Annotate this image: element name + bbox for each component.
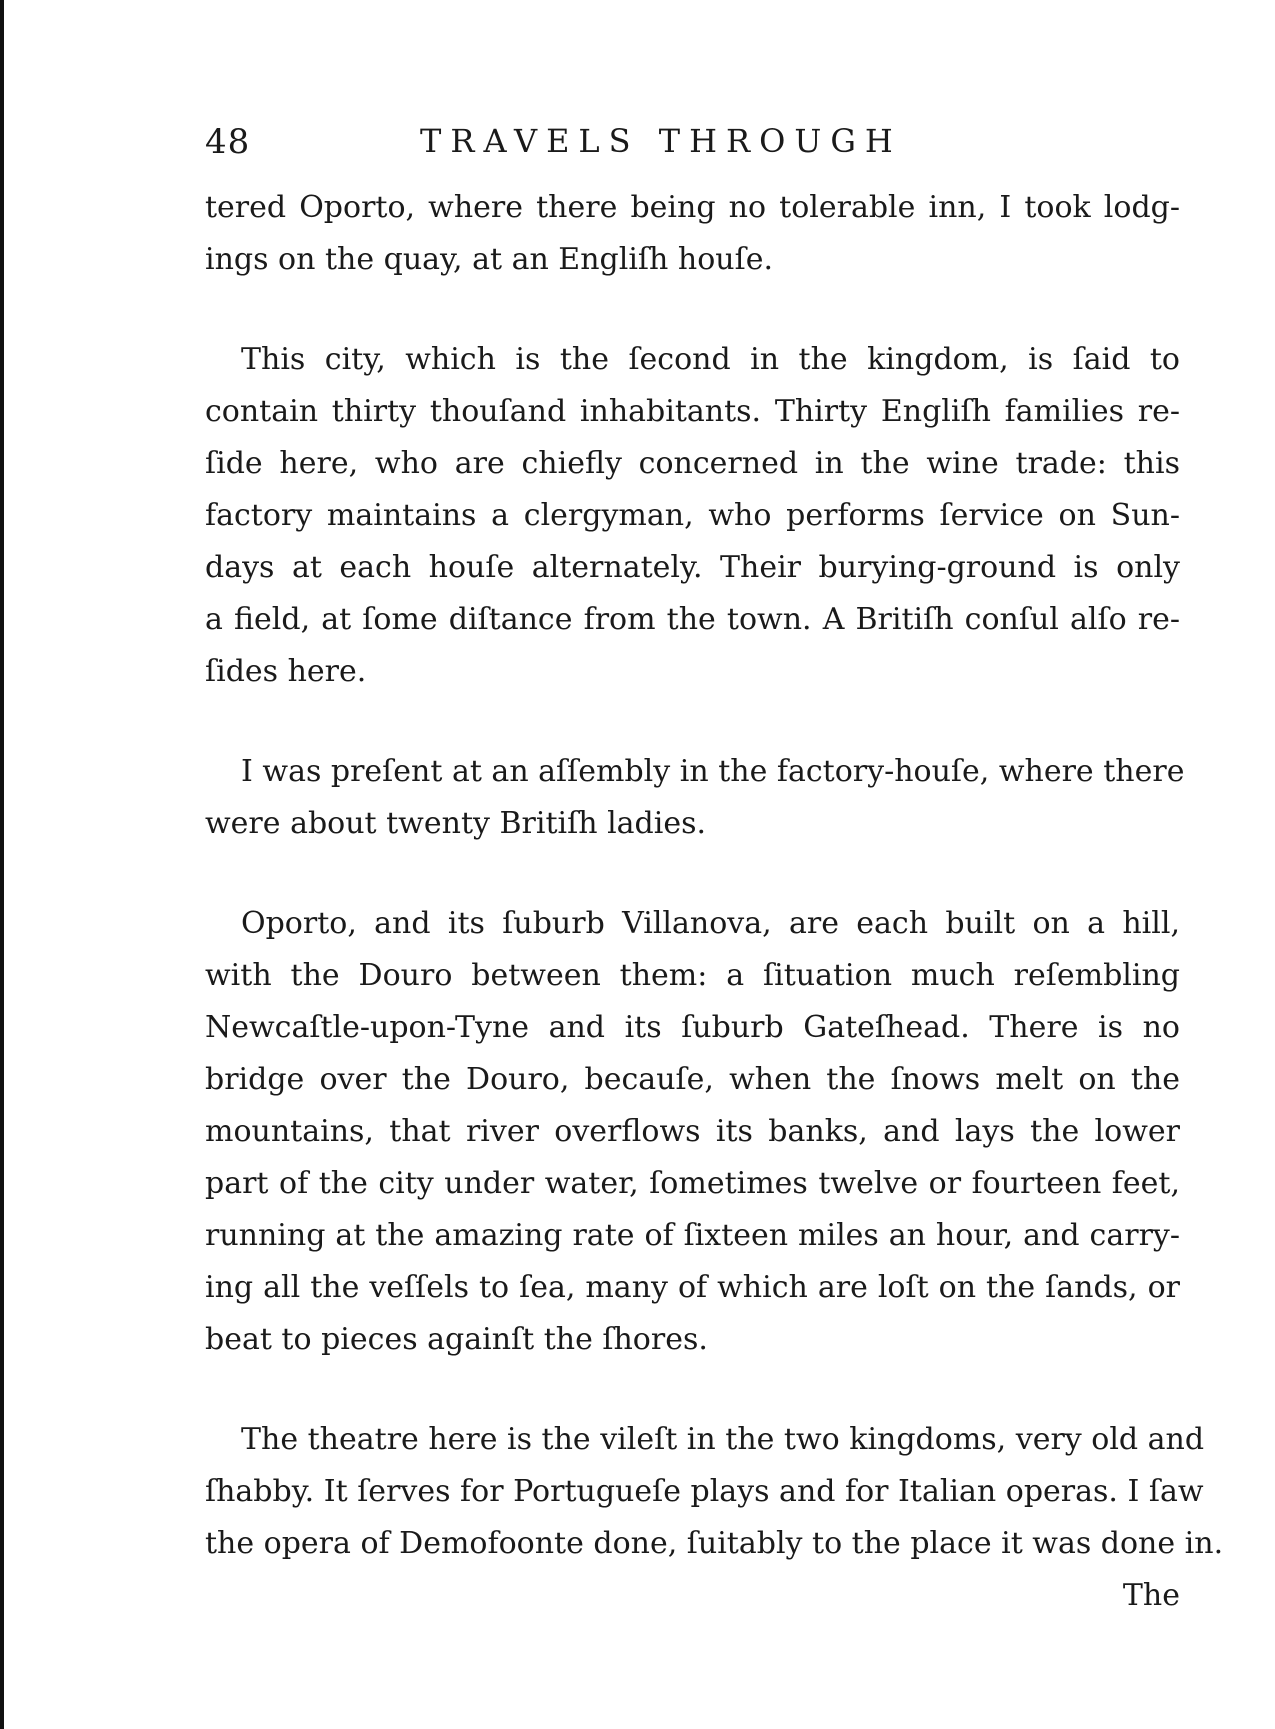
text-line: days at each houſe alternately. Their burying-ground is only xyxy=(205,550,1180,585)
text-line: a field, at ſome diſtance from the town. A Britiſh conſul alſo re- xyxy=(205,602,1180,637)
text-line: mountains, that river overflows its banks, and lays the lower xyxy=(205,1114,1180,1149)
text-line: factory maintains a clergyman, who performs ſervice on Sun- xyxy=(205,498,1180,533)
text-line: ſhabby. It ſerves for Portugueſe plays and for Italian operas. I ſaw xyxy=(205,1474,1204,1509)
text-line: ings on the quay, at an Engliſh houſe. xyxy=(205,242,773,277)
running-title: TRAVELS THROUGH xyxy=(420,122,902,160)
text-line: beat to pieces againſt the ſhores. xyxy=(205,1322,708,1357)
text-line: were about twenty Britiſh ladies. xyxy=(205,806,707,841)
paragraph-4 xyxy=(205,898,1180,1366)
text-line: contain thirty thouſand inhabitants. Thirty Engliſh families re- xyxy=(205,394,1180,429)
text-line: ſide here, who are chiefly concerned in the wine trade: this xyxy=(205,446,1180,481)
text-line: with the Douro between them: a ſituation much reſembling xyxy=(205,958,1180,993)
text-line: the opera of Demofoonte done, ſuitably to the place it was done in. xyxy=(205,1526,1224,1561)
page-number: 48 xyxy=(205,122,251,162)
text-line: This city, which is the ſecond in the kingdom, is ſaid to xyxy=(241,342,1180,377)
scan-edge xyxy=(0,0,4,1729)
text-line: part of the city under water, ſometimes twelve or fourteen feet, xyxy=(205,1166,1180,1201)
book-page xyxy=(205,112,1224,1622)
paragraph-5 xyxy=(205,1414,1224,1570)
text-line: ſides here. xyxy=(205,654,367,689)
running-head xyxy=(205,112,1180,182)
text-line: Oporto, and its ſuburb Villanova, are each built on a hill, xyxy=(241,906,1180,941)
text-line: Newcaſtle-upon-Tyne and its ſuburb Gateſhead. There is no xyxy=(205,1010,1180,1045)
text-line: running at the amazing rate of ſixteen miles an hour, and carry- xyxy=(205,1218,1180,1253)
text-line: bridge over the Douro, becauſe, when the ſnows melt on the xyxy=(205,1062,1180,1097)
text-line: The theatre here is the vileſt in the two kingdoms, very old and xyxy=(241,1422,1205,1457)
paragraph-1 xyxy=(205,182,1180,286)
paragraph-2 xyxy=(205,334,1180,698)
text-line: I was preſent at an aſſembly in the factory-houſe, where there xyxy=(241,754,1185,789)
catchword: The xyxy=(1122,1578,1180,1613)
text-line: tered Oporto, where there being no tolerable inn, I took lodg- xyxy=(205,190,1180,225)
text-line: ing all the veſſels to ſea, many of which are loſt on the ſands, or xyxy=(205,1270,1180,1305)
paragraph-3 xyxy=(205,746,1185,850)
